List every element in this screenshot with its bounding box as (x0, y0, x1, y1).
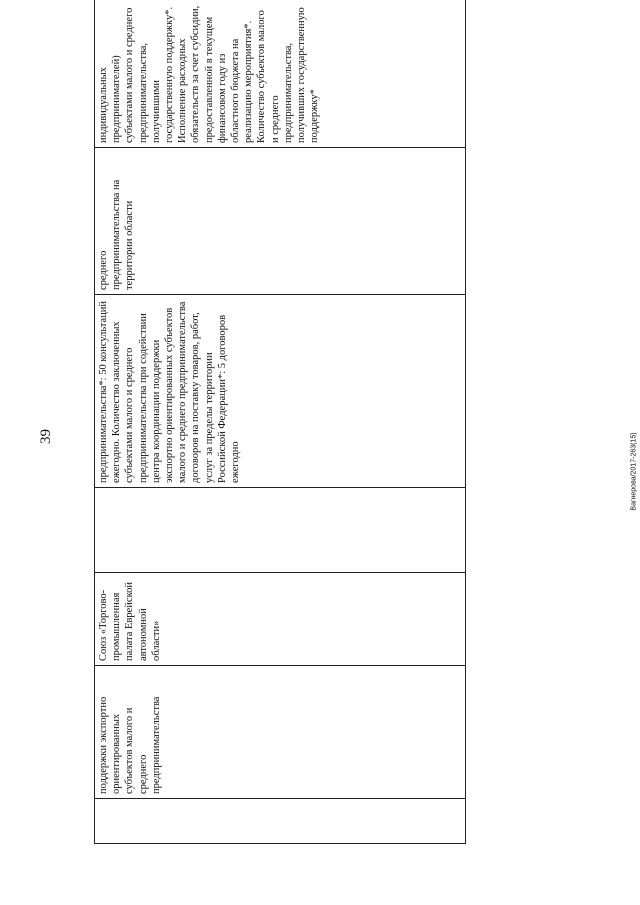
document-code: Вагнерова/2017-263(15) (630, 432, 638, 511)
table-cell-2: поддержки экспортно ориентированных субъектов малого и среднего предпринимательства (95, 666, 466, 799)
table-row (95, 0, 466, 844)
page-number: 39 (38, 429, 54, 444)
table-cell-7: индивидуальных предпринимателей) субъектами малого и среднего предпринимательства, получившими государственную поддержку*. Исполнение расходных обязательств за счет субсидии, предоставленной в текущем финансовом году из областного бюджета на реализацию мероприятия*. Количество субъектов малого и среднего предпринимательства, получивших государственную поддержку* (95, 0, 466, 148)
table-cell-5: предпринимательства*: 50 консультаций ежегодно. Количество заключенных субъектами малого и среднего предпринимательства при содействии центра координации поддержки экспортно ориентированных субъектов малого и среднего предпринимательства договоров на поставку товаров, работ, услуг за пределы территории Российской Федерации*: 5 договоров ежегодно (95, 295, 466, 488)
table-cell-6: среднего предпринимательства на территории области (95, 148, 466, 295)
table-cell-4 (95, 488, 466, 573)
table-cell-3: Союз «Торгово-промышленная палата Еврейской автономной области» (95, 573, 466, 666)
document-table (94, 5, 466, 844)
table-cell-1 (95, 799, 466, 844)
